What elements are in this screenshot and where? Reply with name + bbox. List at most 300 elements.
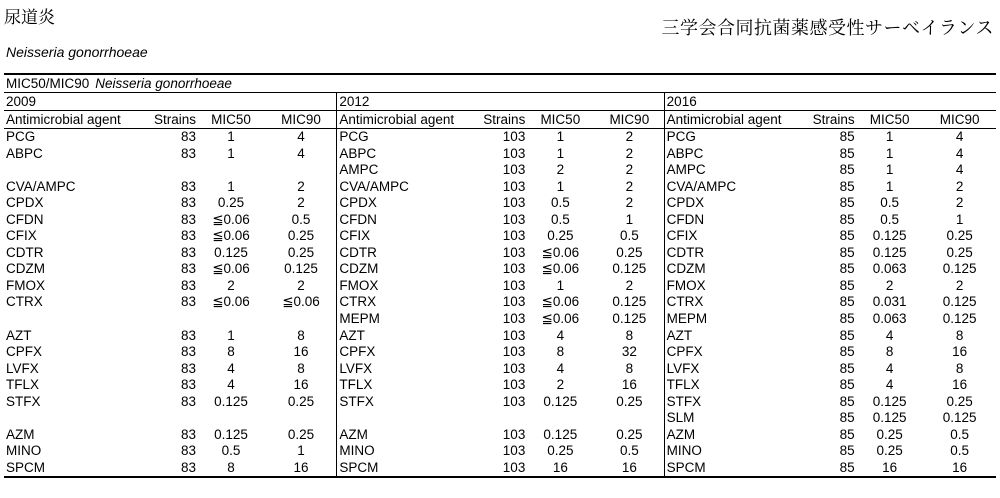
mic90-cell: 16 [952, 459, 968, 475]
strains-cell: 85 [839, 178, 855, 194]
table-row [4, 195, 336, 212]
mic50-cell: 0.5 [880, 211, 900, 227]
agent-cell: AZT [339, 327, 365, 343]
mic50-cell: 1 [227, 145, 235, 161]
strains-cell: 83 [180, 393, 196, 409]
table-row [665, 328, 996, 345]
table-row [4, 162, 336, 179]
agent-cell: TFLX [6, 377, 40, 393]
mic90-cell: 8 [297, 327, 305, 343]
table-row [665, 377, 996, 394]
strains-cell: 85 [839, 145, 855, 161]
mic90-cell: 0.5 [950, 426, 970, 442]
strains-cell: 103 [502, 162, 526, 178]
mic50-cell: 8 [885, 344, 894, 360]
mic90-cell: 0.25 [287, 426, 315, 442]
mic50-cell: 1 [885, 178, 894, 194]
agent-cell: CTRX [666, 294, 704, 310]
table-row [4, 146, 336, 163]
strains-cell: 85 [839, 211, 855, 227]
table-2016 [664, 93, 996, 476]
agent-cell: CFDN [6, 211, 44, 227]
strains-cell: 83 [180, 344, 196, 360]
agent-cell: MINO [339, 443, 375, 459]
agent-cell: AZT [6, 327, 32, 343]
agent-cell: SPCM [6, 459, 46, 475]
table-row [337, 361, 663, 378]
caption-organism: Neisseria gonorrhoeae [95, 76, 232, 91]
table-row [4, 179, 336, 196]
mic90-cell: 16 [621, 459, 637, 475]
strains-cell: 85 [839, 377, 855, 393]
table-row [4, 294, 336, 311]
agent-cell: CDZM [339, 261, 379, 277]
strains-cell: 85 [839, 129, 855, 144]
header-strains: Strains [812, 112, 855, 127]
agent-cell: SLM [666, 410, 695, 426]
table-row [665, 162, 996, 179]
strains-cell: 103 [502, 360, 526, 376]
agent-cell: SPCM [339, 459, 379, 475]
agent-cell: SPCM [666, 459, 706, 475]
mic50-cell: 4 [227, 360, 235, 376]
strains-cell: 83 [180, 360, 196, 376]
strains-cell: 103 [502, 195, 526, 211]
header-strains: Strains [153, 112, 196, 127]
strains-cell: 83 [180, 244, 196, 260]
strains-cell [136, 410, 196, 427]
mic90-cell: 4 [955, 145, 964, 161]
mic50-cell: ≦0.06 [541, 311, 580, 327]
mic90-cell: 0.5 [291, 211, 311, 227]
agent-cell: STFX [666, 393, 702, 409]
mic50-cell: ≦0.06 [212, 211, 250, 227]
mic50-cell: 0.125 [872, 410, 907, 426]
agent-cell: CDZM [666, 261, 706, 277]
table-row [4, 129, 336, 146]
strains-cell: 103 [502, 311, 526, 327]
mic50-cell: 1 [556, 178, 565, 194]
strains-cell: 85 [839, 311, 855, 327]
mic90-cell: 16 [952, 344, 968, 360]
table-row [337, 443, 663, 460]
agent-cell: AZM [339, 426, 368, 442]
mic90-cell: 0.125 [612, 261, 647, 277]
strains-cell: 103 [502, 443, 526, 459]
mic90-cell: 1 [297, 443, 305, 459]
strains-cell: 85 [839, 459, 855, 475]
mic90-cell [595, 410, 663, 427]
mic50-cell: 0.5 [550, 211, 570, 227]
mic90-cell: 0.25 [616, 393, 643, 409]
year-label: 2009 [4, 93, 336, 111]
table-row [337, 146, 663, 163]
header-mic50: MIC50 [540, 112, 581, 127]
agent-cell: LVFX [339, 360, 373, 376]
strains-cell: 83 [180, 459, 196, 475]
agent-cell: CPDX [339, 195, 377, 211]
table-row [4, 460, 336, 477]
table-row [337, 212, 663, 229]
table-row [665, 410, 996, 427]
agent-cell: MINO [666, 443, 702, 459]
agent-cell: CVA/AMPC [666, 178, 737, 194]
table-row [665, 294, 996, 311]
strains-cell: 103 [502, 145, 526, 161]
mic90-cell: 2 [625, 277, 634, 293]
strains-cell: 85 [839, 228, 855, 244]
strains-cell: 83 [180, 211, 196, 227]
table-row [337, 328, 663, 345]
mic50-cell: 0.5 [221, 443, 241, 459]
header-agent: Antimicrobial agent [6, 112, 121, 127]
strains-cell: 83 [180, 178, 196, 194]
agent-cell: TFLX [666, 377, 700, 393]
table-row [337, 195, 663, 212]
strains-cell: 103 [502, 228, 526, 244]
mic50-cell: 1 [885, 129, 894, 144]
mic50-cell [196, 162, 266, 179]
table-row [4, 443, 336, 460]
agent-cell: CPDX [6, 195, 44, 211]
table-row [337, 261, 663, 278]
table-row [4, 278, 336, 295]
mic50-cell: 0.125 [543, 426, 578, 442]
agent-cell: FMOX [666, 277, 706, 293]
mic90-cell: 16 [952, 377, 968, 393]
mic50-cell: 1 [885, 162, 894, 178]
mic90-cell [266, 162, 336, 179]
mic90-cell: 4 [955, 162, 964, 178]
agent-cell: ABPC [666, 145, 704, 161]
agent-cell: CVA/AMPC [6, 178, 76, 194]
agent-cell: MEPM [339, 311, 380, 327]
mic90-cell: 0.25 [946, 244, 973, 260]
strains-cell: 83 [180, 195, 196, 211]
mic50-cell: 0.125 [872, 244, 907, 260]
agent-cell: FMOX [6, 277, 45, 293]
mic90-cell: 4 [297, 129, 305, 144]
mic50-cell: 0.125 [214, 426, 248, 442]
strains-cell: 83 [180, 228, 196, 244]
table-row [4, 377, 336, 394]
agent-cell: CDTR [339, 244, 377, 260]
mic90-cell: 4 [955, 129, 964, 144]
table-2009 [4, 93, 336, 476]
mic90-cell: 1 [625, 211, 634, 227]
strains-cell: 85 [839, 410, 855, 426]
strains-cell: 85 [839, 162, 855, 178]
mic50-cell: 4 [227, 377, 235, 393]
agent-cell: AZM [666, 426, 696, 442]
mic90-cell: 2 [297, 178, 305, 194]
strains-cell: 103 [502, 277, 526, 293]
strains-cell: 103 [502, 459, 526, 475]
strains-cell: 103 [502, 393, 526, 409]
table-row [4, 410, 336, 427]
table-row [4, 328, 336, 345]
mic90-cell: 0.125 [612, 294, 647, 310]
strains-cell: 103 [502, 261, 526, 277]
table-row [337, 311, 663, 328]
agent-cell: CFIX [666, 228, 698, 244]
mic50-cell: 0.5 [550, 195, 570, 211]
mic50-cell: 0.25 [547, 443, 574, 459]
mic50-cell: 8 [227, 459, 235, 475]
table-row [665, 179, 996, 196]
table-row [665, 394, 996, 411]
mic90-cell: 0.125 [942, 410, 977, 426]
agent-cell: PCG [6, 129, 36, 144]
agent-cell: CPFX [339, 344, 376, 360]
agent-cell [4, 162, 136, 179]
agent-cell: AZT [666, 327, 693, 343]
table-row [4, 427, 336, 444]
header-agent: Antimicrobial agent [339, 112, 455, 127]
mic50-cell: ≦0.06 [541, 244, 580, 260]
year-label: 2016 [665, 93, 996, 111]
header-agent: Antimicrobial agent [666, 112, 782, 127]
mic50-cell: 8 [556, 344, 565, 360]
mic50-cell: 0.031 [872, 294, 907, 310]
agent-cell: CPFX [6, 344, 43, 360]
mic90-cell: 0.125 [942, 311, 977, 327]
table-row [665, 427, 996, 444]
agent-cell: AZM [6, 426, 35, 442]
agent-cell [4, 410, 136, 427]
table-row [337, 278, 663, 295]
year-label: 2012 [337, 93, 663, 111]
table-row [337, 129, 663, 146]
mic50-cell: 0.25 [217, 195, 245, 211]
table-caption [4, 75, 996, 92]
table-row [665, 245, 996, 262]
mic50-cell: 0.063 [872, 311, 907, 327]
strains-cell: 83 [180, 145, 196, 161]
header-mic50: MIC50 [869, 112, 910, 127]
strains-cell: 85 [839, 426, 855, 442]
mic50-cell: 2 [556, 377, 565, 393]
strains-cell: 85 [839, 294, 855, 310]
agent-cell: CDTR [666, 244, 705, 260]
agent-cell: ABPC [6, 145, 43, 161]
table-row [337, 294, 663, 311]
mic90-cell: 2 [625, 129, 634, 144]
header-mic90: MIC90 [281, 112, 321, 127]
mic90-cell: 1 [955, 211, 964, 227]
mic90-cell: 2 [625, 162, 634, 178]
mic50-cell: 4 [885, 360, 894, 376]
mic50-cell: ≦0.06 [541, 261, 580, 277]
mic90-cell: 0.125 [942, 261, 977, 277]
page-title: 尿道炎 [4, 8, 55, 27]
strains-cell: 83 [180, 261, 196, 277]
table-row [665, 443, 996, 460]
strains-cell: 83 [180, 377, 196, 393]
mic50-cell: 0.125 [872, 228, 907, 244]
table-2012 [336, 93, 663, 476]
header-mic90: MIC90 [939, 112, 980, 127]
mic50-cell: 2 [227, 277, 235, 293]
survey-title: 三学会合同抗菌薬感受性サーベイランス [661, 18, 994, 38]
agent-cell: ABPC [339, 145, 377, 161]
mic90-cell: 0.125 [284, 261, 318, 277]
strains-cell [136, 311, 196, 328]
table-row [665, 460, 996, 477]
strains-cell: 103 [502, 344, 526, 360]
mic50-cell: 1 [885, 145, 894, 161]
agent-cell: CPFX [666, 344, 703, 360]
mic50-cell: 8 [227, 344, 235, 360]
mic50-cell: ≦0.06 [212, 261, 250, 277]
mic50-cell: 0.063 [872, 261, 907, 277]
agent-cell [337, 410, 469, 427]
table-row [4, 212, 336, 229]
mic50-cell: ≦0.06 [212, 294, 250, 310]
mic90-cell: 2 [625, 195, 634, 211]
strains-cell: 85 [839, 277, 855, 293]
table-row [337, 410, 663, 427]
agent-cell: CVA/AMPC [339, 178, 409, 194]
strains-cell: 103 [502, 327, 526, 343]
strains-cell: 103 [502, 129, 526, 144]
mic50-cell: 1 [556, 277, 565, 293]
mic90-cell: 2 [625, 178, 634, 194]
agent-cell: CPDX [666, 195, 705, 211]
mic50-cell: ≦0.06 [212, 228, 250, 244]
table-row [4, 361, 336, 378]
agent-cell: MEPM [666, 311, 708, 327]
strains-cell: 83 [180, 327, 196, 343]
strains-cell: 85 [839, 360, 855, 376]
mic50-cell: 4 [885, 327, 894, 343]
agent-cell [4, 311, 136, 328]
table-row [337, 179, 663, 196]
mic90-cell: 16 [621, 377, 637, 393]
strains-cell: 103 [502, 377, 526, 393]
mic90-cell [266, 410, 336, 427]
mic90-cell: 0.5 [619, 443, 639, 459]
mic90-cell [266, 311, 336, 328]
column-header-row [4, 111, 336, 129]
strains-cell: 83 [180, 129, 196, 144]
strains-cell: 85 [839, 195, 855, 211]
mic50-cell [196, 410, 266, 427]
mic90-cell: 0.125 [612, 311, 647, 327]
mic50-cell: 0.25 [547, 228, 574, 244]
mic90-cell: 8 [625, 327, 634, 343]
agent-cell: CDZM [6, 261, 45, 277]
agent-cell: MINO [6, 443, 42, 459]
strains-cell: 85 [839, 244, 855, 260]
table-row [337, 162, 663, 179]
mic90-cell: 0.125 [942, 294, 977, 310]
mic90-cell: 16 [293, 377, 309, 393]
mic50-cell: 0.25 [876, 443, 903, 459]
header-mic50: MIC50 [211, 112, 251, 127]
table-row [4, 261, 336, 278]
agent-cell: CDTR [6, 244, 44, 260]
mic50-cell: 1 [556, 129, 565, 144]
mic90-cell: 0.25 [287, 393, 315, 409]
table-row [665, 129, 996, 146]
mic50-cell: 1 [227, 129, 235, 144]
column-header-row [337, 111, 663, 129]
table-row [337, 228, 663, 245]
table-row [4, 344, 336, 361]
agent-cell: CTRX [339, 294, 377, 310]
strains-cell: 103 [502, 426, 526, 442]
mic90-cell: 8 [955, 327, 964, 343]
caption-label: MIC50/MIC90 [6, 76, 90, 91]
table-row [665, 311, 996, 328]
strains-cell: 103 [502, 211, 526, 227]
table-row [665, 212, 996, 229]
mic50-cell: 16 [552, 459, 568, 475]
agent-cell: LVFX [6, 360, 39, 376]
strains-cell [136, 162, 196, 179]
mic90-cell: 0.25 [616, 426, 643, 442]
mic90-cell: 2 [297, 195, 305, 211]
table-row [665, 261, 996, 278]
mic50-cell: 0.25 [876, 426, 903, 442]
mic50-cell: 1 [227, 178, 235, 194]
mic50-cell: ≦0.06 [541, 294, 580, 310]
header-mic90: MIC90 [609, 112, 650, 127]
strains-cell: 85 [839, 344, 855, 360]
mic50-cell: 0.125 [872, 393, 907, 409]
agent-cell: CFIX [339, 228, 371, 244]
mic50-cell: 1 [227, 327, 235, 343]
table-row [665, 228, 996, 245]
agent-cell: FMOX [339, 277, 379, 293]
mic90-cell: ≦0.06 [282, 294, 320, 310]
mic50-cell: 2 [556, 162, 565, 178]
table-row [665, 344, 996, 361]
mic50-cell: 0.125 [543, 393, 578, 409]
table-row [337, 394, 663, 411]
table-row [4, 311, 336, 328]
mic90-cell: 2 [955, 195, 964, 211]
mic50-cell: 16 [882, 459, 898, 475]
strains-cell: 83 [180, 277, 196, 293]
strains-cell: 83 [180, 426, 196, 442]
mic90-cell: 2 [955, 178, 964, 194]
table-row [665, 361, 996, 378]
table-row [665, 146, 996, 163]
strains-cell: 103 [502, 178, 526, 194]
agent-cell: LVFX [666, 360, 700, 376]
agent-cell: CTRX [6, 294, 43, 310]
agent-cell: AMPC [666, 162, 706, 178]
agent-cell: AMPC [339, 162, 379, 178]
table-row [4, 228, 336, 245]
mic50-cell: 4 [556, 360, 565, 376]
table-row [337, 377, 663, 394]
mic50-cell: 0.125 [214, 244, 248, 260]
strains-cell: 85 [839, 261, 855, 277]
mic-table-sheet [4, 73, 996, 478]
table-row [665, 195, 996, 212]
mic50-cell: 0.125 [214, 393, 248, 409]
agent-cell: TFLX [339, 377, 373, 393]
strains-cell: 85 [839, 443, 855, 459]
mic50-cell [525, 410, 595, 427]
table-row [337, 344, 663, 361]
strains-cell [469, 410, 525, 427]
mic90-cell: 2 [625, 145, 634, 161]
table-row [337, 460, 663, 477]
